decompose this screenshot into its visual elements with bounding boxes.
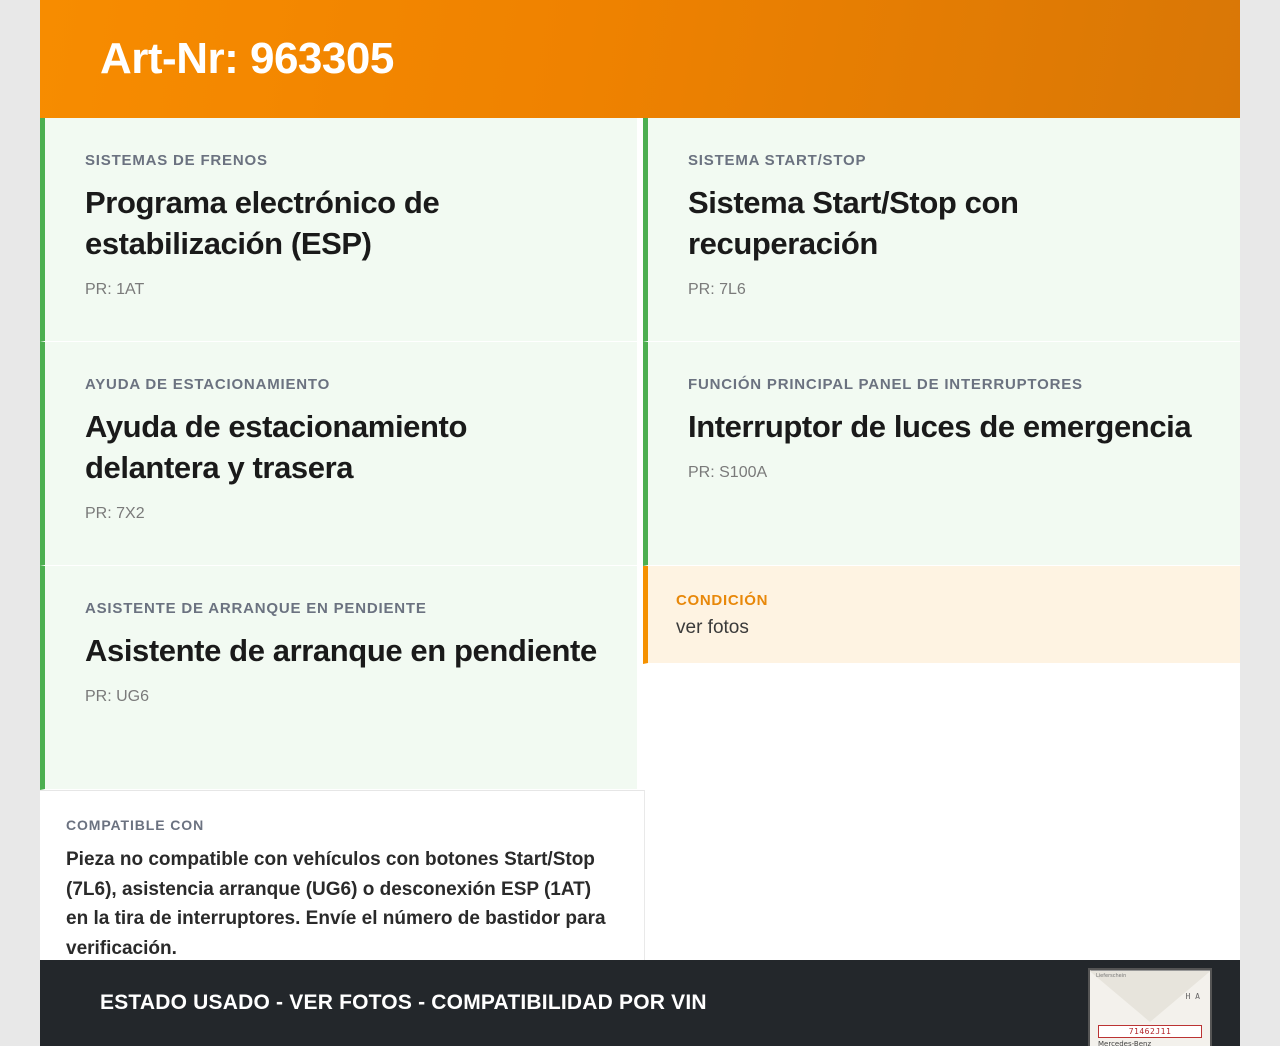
stamp-code: 71462J11 — [1128, 1027, 1172, 1036]
feature-pr-code: PR: UG6 — [85, 687, 150, 705]
compatibility-note-text: Pieza no compatible con vehículos con botones Start/Stop (7L6), asistencia arranque (UG6) o desconexión ESP (1AT) en la tira de interruptores. Envíe el número de bastidor para verificación. — [66, 849, 606, 959]
condition-column — [643, 566, 1240, 790]
footer-text: ESTADO USADO - VER FOTOS - COMPATIBILIDAD POR VIN — [100, 991, 707, 1014]
document-header — [40, 0, 1240, 118]
feature-pr-code: PR: 7L6 — [688, 280, 746, 298]
feature-name: Sistema Start/Stop con recuperación — [688, 185, 1019, 261]
document-footer — [40, 960, 1240, 1046]
stamp-mark: H A — [1185, 992, 1200, 1001]
stamp-brand: Mercedes-Benz — [1098, 1040, 1152, 1046]
feature-card — [40, 118, 637, 342]
stamp-code-box — [1098, 1025, 1202, 1038]
envelope-icon — [1088, 968, 1212, 1046]
feature-name: Programa electrónico de estabilización (ESP) — [85, 185, 440, 261]
feature-grid — [40, 118, 1240, 790]
feature-pr-code: PR: 1AT — [85, 280, 145, 298]
feature-card — [40, 342, 637, 566]
feature-category: SISTEMAS DE FRENOS — [85, 152, 268, 169]
feature-card — [643, 118, 1240, 342]
compatibility-note-category: COMPATIBLE CON — [66, 817, 205, 833]
feature-category: ASISTENTE DE ARRANQUE EN PENDIENTE — [85, 600, 427, 617]
feature-pr-code: PR: S100A — [688, 463, 768, 481]
feature-card — [40, 566, 637, 790]
feature-name: Ayuda de estacionamiento delantera y trasera — [85, 409, 468, 485]
condition-card — [643, 566, 1240, 664]
document-sheet — [40, 0, 1240, 1046]
feature-card — [643, 342, 1240, 566]
page-title: Art-Nr: 963305 — [100, 34, 394, 83]
feature-category: AYUDA DE ESTACIONAMIENTO — [85, 376, 331, 393]
feature-name: Interruptor de luces de emergencia — [688, 409, 1192, 444]
feature-category: FUNCIÓN PRINCIPAL PANEL DE INTERRUPTORES — [688, 376, 1083, 393]
condition-category: CONDICIÓN — [676, 592, 769, 609]
feature-name: Asistente de arranque en pendiente — [85, 633, 597, 668]
stamp-label: Lieferschein — [1096, 973, 1127, 979]
empty-filler — [643, 664, 1240, 790]
condition-value: ver fotos — [676, 617, 749, 638]
feature-pr-code: PR: 7X2 — [85, 504, 145, 522]
feature-category: SISTEMA START/STOP — [688, 152, 867, 169]
